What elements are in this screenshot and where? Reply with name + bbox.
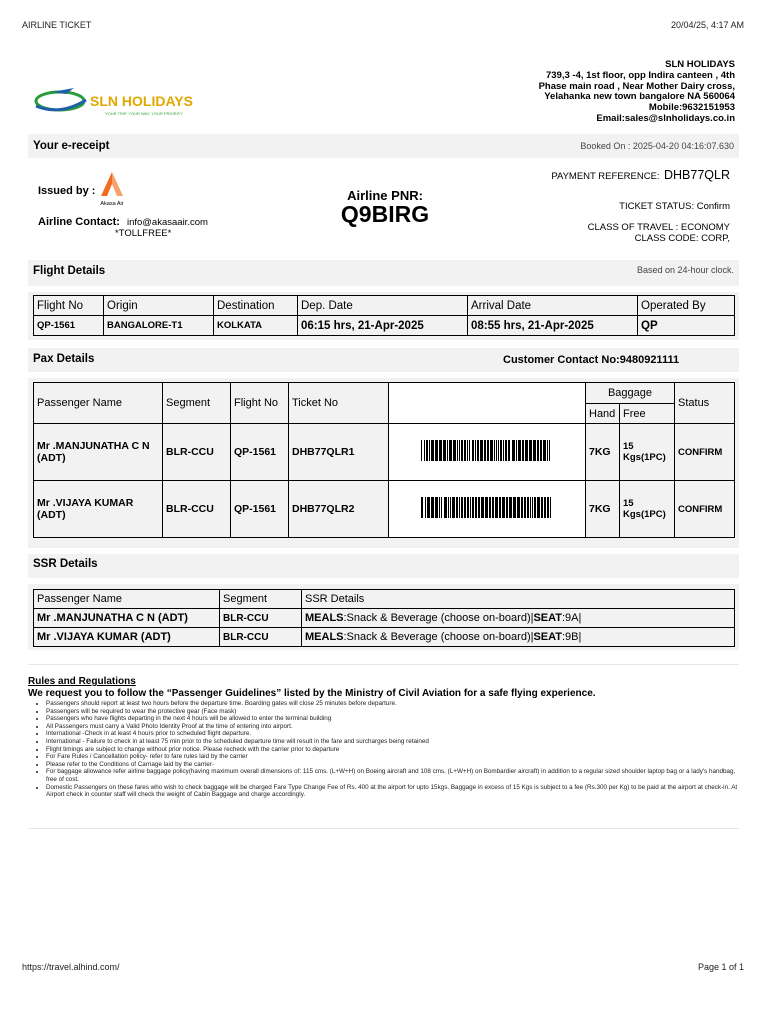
agency-info [539,60,735,125]
rule-item: • Please refer to the Conditions of Carriage laid by the carrier- [46,761,740,769]
pax-status: CONFIRM [675,424,735,481]
pnr-value: Q9BIRG [340,201,430,227]
th-ticket-no: Ticket No [289,383,389,424]
page-header-title: AIRLINE TICKET [22,20,92,30]
ssr-meals-label: MEALS [305,612,344,624]
rule-item: • Domestic Passengers on these fares who wish to check baggage will be charged Fare Type Change Fee of Rs. 400 at the airport for upto 15kgs. Baggage in excess of 15 Kgs is subject to a fee (Rs.300 per Kg) to be paid at the airport at check-in. At Airport check in counter staff will check the weight of Cabin Baggage and charge accordingly. [46,784,740,799]
ssr-detail [302,628,735,647]
payment-reference [551,166,730,184]
ssr-meals: :Snack & Beverage (choose on-board)| [343,631,534,643]
pax-ticket-no: DHB77QLR2 [289,481,389,538]
agency-logo-text: SLN HOLIDAYS [90,93,193,109]
ticket-barcode [389,424,586,481]
ssr-detail [302,609,735,628]
th-dep-date: Dep. Date [298,296,468,316]
flight-details-title: Flight Details [33,265,106,277]
th-ssr-details: SSR Details [302,590,735,609]
rule-item: • For Fare Rules / Cancellation policy- refer to fare rules laid by the carrier [46,753,740,761]
class-code: CLASS CODE: CORP, [634,233,730,244]
rule-item: • All Passengers must carry a Valid Photo Identity Proof at the time of entering into airport. [46,723,740,731]
th-arrival-date: Arrival Date [468,296,638,316]
rule-item: • Passengers will be required to wear the protective gear (Face mask) [46,708,740,716]
rule-item: • Passengers who have flights departing in the next 4 hours will be allowed to enter the terminal building [46,715,740,723]
th-baggage: Baggage [586,383,675,404]
pax-row [34,424,735,481]
pax-flight-no: QP-1561 [231,424,289,481]
airline-contact [38,216,208,228]
akasa-logo [92,171,132,207]
pax-ticket-no: DHB77QLR1 [289,424,389,481]
pax-segment: BLR-CCU [163,424,231,481]
flight-details-table [33,295,735,336]
th-status: Status [675,383,735,424]
rule-item: • Passengers should report at least two hours before the departure time. Boarding gates will close 25 minutes before departure. [46,700,740,708]
footer-url[interactable]: https://travel.alhind.com/ [22,962,120,972]
pax-free-baggage: 15 Kgs(1PC) [620,424,675,481]
th-origin: Origin [104,296,214,316]
airline-contact-label: Airline Contact: [38,216,120,228]
th-operated-by: Operated By [638,296,735,316]
rule-item: • Flight timings are subject to change without prior notice. Please recheck with the carrier prior to departure [46,746,740,754]
pax-hand-baggage: 7KG [586,424,620,481]
flight-table-row [34,316,735,336]
class-of-travel: CLASS OF TRAVEL : ECONOMY [587,222,730,233]
rules-title: Rules and Regulations [28,676,136,687]
ssr-segment: BLR-CCU [220,628,302,647]
pax-name: Mr .MANJUNATHA C N (ADT) [34,424,163,481]
flight-table-header [34,296,735,316]
agency-address-2: Phase main road , Near Mother Dairy cross, [538,80,735,92]
pax-row [34,481,735,538]
destination: KOLKATA [214,316,298,336]
airline-contact-tollfree: *TOLLFREE* [115,228,172,239]
th-segment: Segment [163,383,231,424]
pax-hand-baggage: 7KG [586,481,620,538]
agency-address-3: Yelahanka new town bangalore NA 560064 [544,91,735,103]
th-free: Free [620,404,675,424]
ssr-table [33,589,735,647]
flight-no: QP-1561 [34,316,104,336]
airline-contact-email: info@akasaair.com [126,217,208,228]
origin: BANGALORE-T1 [104,316,214,336]
th-flight-no: Flight No [34,296,104,316]
agency-address-1: 739,3 -4, 1st floor, opp Indira canteen , 4th [546,69,735,81]
ssr-passenger: Mr .MANJUNATHA C N (ADT) [34,609,220,628]
ssr-seat: :9B| [562,631,582,643]
barcode-icon [421,440,553,461]
th-destination: Destination [214,296,298,316]
dep-date: 06:15 hrs, 21-Apr-2025 [298,316,468,336]
agency-email: Email:sales@slnholidays.co.in [596,112,735,124]
barcode-icon [421,497,553,518]
rule-item: • International -Check in at least 4 hours prior to scheduled flight departure. [46,730,740,738]
payment-ref-value: DHB77QLR [664,168,730,182]
rules-list [28,700,740,799]
ssr-segment: BLR-CCU [220,609,302,628]
rule-item: • For baggage allowance refer airline baggage policy(having maximum overall dimensions of: 115 cms. (L+W+H) on Boeing aircraft and 108 cms. (L+W+H) on Bombardier aircraft) in addition to a regular sized shoulder laptop bag or a lady's handbag, free of cost. [46,768,740,783]
receipt-title: Your e-receipt [33,140,110,152]
ssr-row [34,628,735,647]
ssr-details-bar [28,554,739,578]
ticket-status: TICKET STATUS: Confirm [619,201,730,212]
ssr-meals: :Snack & Beverage (choose on-board)| [343,612,534,624]
booked-on: Booked On : 2025-04-20 04:16:07.630 [580,141,734,151]
customer-contact: Customer Contact No:9480921111 [503,354,680,366]
pax-name: Mr .VIJAYA KUMAR (ADT) [34,481,163,538]
rules-intro: We request you to follow the “Passenger Guidelines” listed by the Ministry of Civil Aviation for a safe flying experience. [28,688,596,699]
flight-details-note: Based on 24-hour clock. [636,265,734,275]
ssr-passenger: Mr .VIJAYA KUMAR (ADT) [34,628,220,647]
pax-details-title: Pax Details [33,353,95,365]
rules-section [28,676,740,799]
ssr-details-title: SSR Details [33,558,98,570]
th-hand: Hand [586,404,620,424]
pnr-label: Airline PNR: [347,188,423,203]
rule-item: • International - Failure to check in at least 75 min prior to the scheduled departure time will result in the fare and surcharges being retained [46,738,740,746]
akasa-logo-icon [95,171,129,197]
th-ssr-segment: Segment [220,590,302,609]
pax-free-baggage: 15 Kgs(1PC) [620,481,675,538]
pax-table [33,382,735,538]
flight-details-bar [28,260,739,286]
ssr-seat-label: SEAT [533,612,562,624]
th-ssr-passenger: Passenger Name [34,590,220,609]
th-pax-flight-no: Flight No [231,383,289,424]
ssr-row [34,609,735,628]
ticket-barcode [389,481,586,538]
footer-page: Page 1 of 1 [697,962,744,972]
ssr-seat: :9A| [562,612,582,624]
pax-flight-no: QP-1561 [231,481,289,538]
ssr-seat-label: SEAT [533,631,562,643]
pax-status: CONFIRM [675,481,735,538]
agency-mobile: Mobile:9632151953 [648,102,735,114]
operated-by: QP [638,316,735,336]
akasa-logo-text: Akasa Air [100,201,124,207]
pax-segment: BLR-CCU [163,481,231,538]
arrival-date: 08:55 hrs, 21-Apr-2025 [468,316,638,336]
page-header-datetime: 20/04/25, 4:17 AM [670,20,744,30]
ssr-meals-label: MEALS [305,631,344,643]
agency-logo-tagline: YOUR TRIP, YOUR WAY, YOUR PRIORITY [105,111,183,116]
agency-logo [30,82,215,120]
th-passenger-name: Passenger Name [34,383,163,424]
payment-ref-label: PAYMENT REFERENCE: [551,171,660,182]
agency-logo-graphic [30,82,215,120]
agency-name: SLN HOLIDAYS [665,59,735,70]
issued-by-label: Issued by : [38,185,96,197]
